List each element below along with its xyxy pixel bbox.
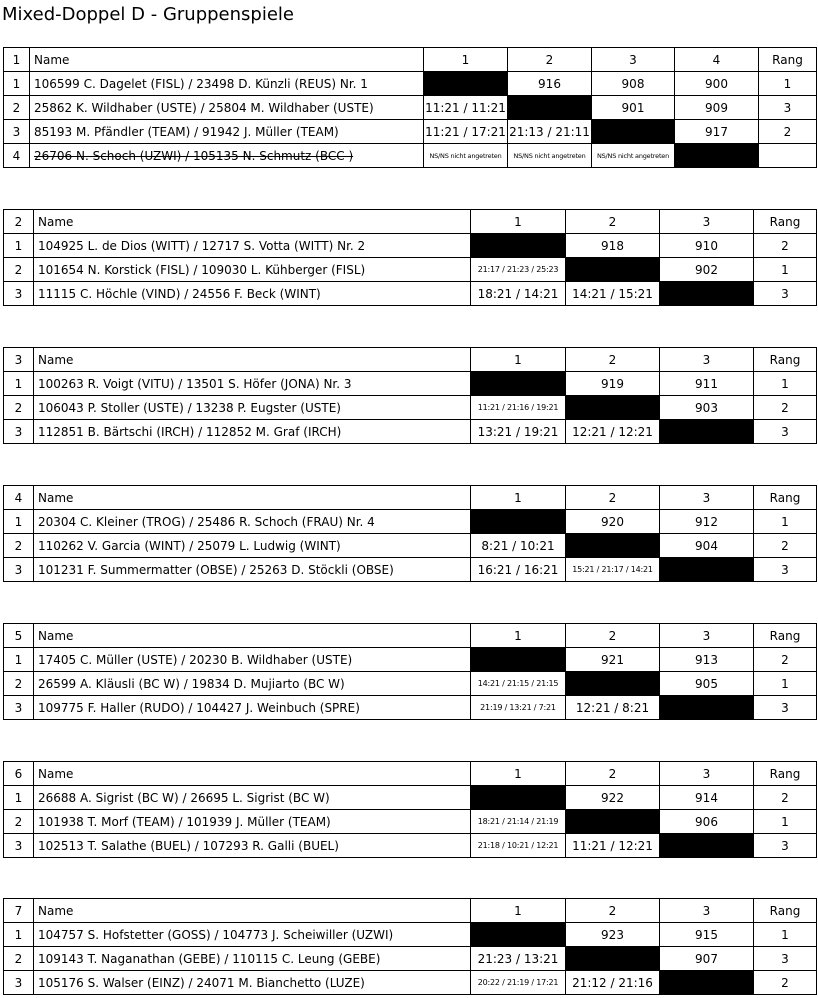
table-header-row: [4, 624, 817, 648]
row-position: 3: [4, 558, 34, 582]
score-cell: 12:21 / 8:21: [566, 696, 660, 720]
self-cell: [660, 834, 754, 858]
group-number: 2: [4, 210, 34, 234]
team-name: 26599 A. Kläusli (BC W) / 19834 D. Mujiarto (BC W): [34, 672, 471, 696]
table-row: [4, 696, 817, 720]
row-position: 1: [4, 234, 34, 258]
table-row: [4, 510, 817, 534]
match-cell: 919: [566, 372, 660, 396]
rank-cell: 3: [754, 834, 817, 858]
rank-cell: 1: [754, 923, 817, 947]
header-name: Name: [34, 762, 471, 786]
match-cell: 902: [660, 258, 754, 282]
header-col-1: 1: [471, 624, 566, 648]
self-cell: [471, 923, 566, 947]
rank-cell: 1: [759, 72, 817, 96]
header-col-2: 2: [566, 210, 660, 234]
team-name: 100263 R. Voigt (VITU) / 13501 S. Höfer (JONA) Nr. 3: [34, 372, 471, 396]
score-cell: NS/NS nicht angetreten: [424, 144, 508, 168]
header-col-4: 4: [675, 48, 759, 72]
table-row: [4, 120, 817, 144]
score-cell: 18:21 / 21:14 / 21:19: [471, 810, 566, 834]
self-cell: [471, 234, 566, 258]
team-name: 110262 V. Garcia (WINT) / 25079 L. Ludwig (WINT): [34, 534, 471, 558]
score-cell: 18:21 / 14:21: [471, 282, 566, 306]
team-name: 85193 M. Pfändler (TEAM) / 91942 J. Müller (TEAM): [30, 120, 424, 144]
group-number: 5: [4, 624, 34, 648]
header-rank: Rang: [754, 624, 817, 648]
team-name: 104925 L. de Dios (WITT) / 12717 S. Votta (WITT) Nr. 2: [34, 234, 471, 258]
withdrawn-name-text: 26706 N. Schoch (UZWI) / 105135 N. Schmutz (BCC ): [34, 148, 354, 163]
team-name: 26688 A. Sigrist (BC W) / 26695 L. Sigrist (BC W): [34, 786, 471, 810]
match-cell: 923: [566, 923, 660, 947]
score-cell: 16:21 / 16:21: [471, 558, 566, 582]
table-row: [4, 144, 817, 168]
team-name: 104757 S. Hofstetter (GOSS) / 104773 J. Scheiwiller (UZWI): [34, 923, 471, 947]
team-name: 106043 P. Stoller (USTE) / 13238 P. Eugster (USTE): [34, 396, 471, 420]
group-table-1: [3, 47, 817, 168]
self-cell: [566, 672, 660, 696]
match-cell: 901: [592, 96, 675, 120]
row-position: 1: [4, 786, 34, 810]
self-cell: [566, 258, 660, 282]
match-cell: 910: [660, 234, 754, 258]
table-row: [4, 672, 817, 696]
table-row: [4, 534, 817, 558]
rank-cell: 3: [754, 947, 817, 971]
row-position: 2: [4, 96, 30, 120]
score-cell: NS/NS nicht angetreten: [592, 144, 675, 168]
match-cell: 912: [660, 510, 754, 534]
group-number: 1: [4, 48, 30, 72]
rank-cell: 1: [754, 672, 817, 696]
rank-cell: 2: [754, 971, 817, 995]
rank-cell: 1: [754, 510, 817, 534]
row-position: 3: [4, 120, 30, 144]
table-header-row: [4, 486, 817, 510]
match-cell: 915: [660, 923, 754, 947]
group-number: 6: [4, 762, 34, 786]
header-col-3: 3: [592, 48, 675, 72]
row-position: 1: [4, 372, 34, 396]
row-position: 2: [4, 810, 34, 834]
header-rank: Rang: [754, 762, 817, 786]
self-cell: [660, 558, 754, 582]
self-cell: [508, 96, 592, 120]
score-cell: 11:21 / 21:16 / 19:21: [471, 396, 566, 420]
table-row: [4, 786, 817, 810]
header-col-2: 2: [566, 486, 660, 510]
self-cell: [566, 534, 660, 558]
rank-cell: 1: [754, 372, 817, 396]
match-cell: 906: [660, 810, 754, 834]
header-name: Name: [34, 899, 471, 923]
row-position: 1: [4, 648, 34, 672]
row-position: 4: [4, 144, 30, 168]
row-position: 3: [4, 420, 34, 444]
header-col-3: 3: [660, 348, 754, 372]
score-cell: NS/NS nicht angetreten: [508, 144, 592, 168]
row-position: 2: [4, 534, 34, 558]
header-col-1: 1: [471, 762, 566, 786]
rank-cell: 1: [754, 258, 817, 282]
match-cell: 904: [660, 534, 754, 558]
self-cell: [566, 810, 660, 834]
self-cell: [471, 372, 566, 396]
rank-cell: 3: [759, 96, 817, 120]
rank-cell: [759, 144, 817, 168]
self-cell: [471, 510, 566, 534]
score-cell: 8:21 / 10:21: [471, 534, 566, 558]
table-row: [4, 648, 817, 672]
group-table-5: [3, 623, 817, 720]
self-cell: [566, 396, 660, 420]
header-col-3: 3: [660, 624, 754, 648]
rank-cell: 2: [754, 648, 817, 672]
match-cell: 922: [566, 786, 660, 810]
rank-cell: 2: [754, 396, 817, 420]
score-cell: 21:17 / 21:23 / 25:23: [471, 258, 566, 282]
row-position: 2: [4, 258, 34, 282]
score-cell: 20:22 / 21:19 / 17:21: [471, 971, 566, 995]
row-position: 3: [4, 834, 34, 858]
group-table-6: [3, 761, 817, 858]
match-cell: 909: [675, 96, 759, 120]
self-cell: [660, 282, 754, 306]
group-number: 4: [4, 486, 34, 510]
team-name: 17405 C. Müller (USTE) / 20230 B. Wildhaber (USTE): [34, 648, 471, 672]
table-row: [4, 396, 817, 420]
table-row: [4, 810, 817, 834]
header-col-2: 2: [508, 48, 592, 72]
match-cell: 907: [660, 947, 754, 971]
self-cell: [660, 971, 754, 995]
row-position: 2: [4, 947, 34, 971]
table-row: [4, 971, 817, 995]
group-number: 7: [4, 899, 34, 923]
table-header-row: [4, 210, 817, 234]
group-number: 3: [4, 348, 34, 372]
header-col-1: 1: [471, 486, 566, 510]
team-name: 112851 B. Bärtschi (IRCH) / 112852 M. Graf (IRCH): [34, 420, 471, 444]
table-row: [4, 372, 817, 396]
header-rank: Rang: [754, 210, 817, 234]
self-cell: [660, 696, 754, 720]
row-position: 3: [4, 282, 34, 306]
group-table-7: [3, 898, 817, 995]
team-name: 20304 C. Kleiner (TROG) / 25486 R. Schoch (FRAU) Nr. 4: [34, 510, 471, 534]
team-name: 11115 C. Höchle (VIND) / 24556 F. Beck (WINT): [34, 282, 471, 306]
score-cell: 11:21 / 17:21: [424, 120, 508, 144]
table-row: [4, 234, 817, 258]
self-cell: [592, 120, 675, 144]
score-cell: 21:18 / 10:21 / 12:21: [471, 834, 566, 858]
match-cell: 914: [660, 786, 754, 810]
self-cell: [471, 648, 566, 672]
rank-cell: 2: [759, 120, 817, 144]
score-cell: 12:21 / 12:21: [566, 420, 660, 444]
team-name: 109775 F. Haller (RUDO) / 104427 J. Weinbuch (SPRE): [34, 696, 471, 720]
score-cell: 14:21 / 21:15 / 21:15: [471, 672, 566, 696]
team-name: 106599 C. Dagelet (FISL) / 23498 D. Künzli (REUS) Nr. 1: [30, 72, 424, 96]
group-table-4: [3, 485, 817, 582]
score-cell: 21:12 / 21:16: [566, 971, 660, 995]
header-col-2: 2: [566, 762, 660, 786]
rank-cell: 2: [754, 786, 817, 810]
match-cell: 921: [566, 648, 660, 672]
rank-cell: 2: [754, 534, 817, 558]
self-cell: [660, 420, 754, 444]
header-name: Name: [30, 48, 424, 72]
table-row: [4, 420, 817, 444]
header-col-3: 3: [660, 899, 754, 923]
header-rank: Rang: [754, 486, 817, 510]
team-name: 109143 T. Naganathan (GEBE) / 110115 C. Leung (GEBE): [34, 947, 471, 971]
match-cell: 905: [660, 672, 754, 696]
table-header-row: [4, 899, 817, 923]
team-name: 101938 T. Morf (TEAM) / 101939 J. Müller (TEAM): [34, 810, 471, 834]
table-header-row: [4, 348, 817, 372]
rank-cell: 3: [754, 420, 817, 444]
match-cell: 903: [660, 396, 754, 420]
page-title: Mixed-Doppel D - Gruppenspiele: [2, 4, 294, 25]
table-row: [4, 834, 817, 858]
group-table-2: [3, 209, 817, 306]
rank-cell: 1: [754, 810, 817, 834]
self-cell: [566, 947, 660, 971]
score-cell: 14:21 / 15:21: [566, 282, 660, 306]
header-col-2: 2: [566, 348, 660, 372]
table-row: [4, 558, 817, 582]
header-col-2: 2: [566, 624, 660, 648]
table-header-row: [4, 762, 817, 786]
score-cell: 21:23 / 13:21: [471, 947, 566, 971]
row-position: 1: [4, 510, 34, 534]
team-name: 102513 T. Salathe (BUEL) / 107293 R. Galli (BUEL): [34, 834, 471, 858]
table-row: [4, 96, 817, 120]
table-row: [4, 923, 817, 947]
table-header-row: [4, 48, 817, 72]
score-cell: 15:21 / 21:17 / 14:21: [566, 558, 660, 582]
row-position: 1: [4, 72, 30, 96]
group-table-3: [3, 347, 817, 444]
score-cell: 13:21 / 19:21: [471, 420, 566, 444]
match-cell: 900: [675, 72, 759, 96]
header-col-1: 1: [471, 348, 566, 372]
header-rank: Rang: [754, 899, 817, 923]
header-col-2: 2: [566, 899, 660, 923]
row-position: 3: [4, 971, 34, 995]
header-col-1: 1: [471, 210, 566, 234]
rank-cell: 2: [754, 234, 817, 258]
header-col-3: 3: [660, 486, 754, 510]
row-position: 3: [4, 696, 34, 720]
self-cell: [471, 786, 566, 810]
header-rank: Rang: [754, 348, 817, 372]
table-row: [4, 72, 817, 96]
team-name: 101654 N. Korstick (FISL) / 109030 L. Kühberger (FISL): [34, 258, 471, 282]
header-rank: Rang: [759, 48, 817, 72]
self-cell: [424, 72, 508, 96]
match-cell: 916: [508, 72, 592, 96]
table-row: [4, 282, 817, 306]
rank-cell: 3: [754, 558, 817, 582]
team-name: 25862 K. Wildhaber (USTE) / 25804 M. Wildhaber (USTE): [30, 96, 424, 120]
match-cell: 918: [566, 234, 660, 258]
rank-cell: 3: [754, 282, 817, 306]
row-position: 2: [4, 396, 34, 420]
match-cell: 908: [592, 72, 675, 96]
header-col-3: 3: [660, 762, 754, 786]
team-name: 105176 S. Walser (EINZ) / 24071 M. Bianchetto (LUZE): [34, 971, 471, 995]
team-name-withdrawn: [30, 144, 424, 168]
header-name: Name: [34, 624, 471, 648]
row-position: 2: [4, 672, 34, 696]
team-name: 101231 F. Summermatter (OBSE) / 25263 D. Stöckli (OBSE): [34, 558, 471, 582]
match-cell: 917: [675, 120, 759, 144]
match-cell: 911: [660, 372, 754, 396]
header-name: Name: [34, 486, 471, 510]
score-cell: 11:21 / 11:21: [424, 96, 508, 120]
score-cell: 11:21 / 12:21: [566, 834, 660, 858]
match-cell: 913: [660, 648, 754, 672]
score-cell: 21:13 / 21:11: [508, 120, 592, 144]
row-position: 1: [4, 923, 34, 947]
table-row: [4, 947, 817, 971]
score-cell: 21:19 / 13:21 / 7:21: [471, 696, 566, 720]
header-name: Name: [34, 210, 471, 234]
table-row: [4, 258, 817, 282]
self-cell: [675, 144, 759, 168]
header-name: Name: [34, 348, 471, 372]
header-col-1: 1: [424, 48, 508, 72]
match-cell: 920: [566, 510, 660, 534]
header-col-3: 3: [660, 210, 754, 234]
rank-cell: 3: [754, 696, 817, 720]
header-col-1: 1: [471, 899, 566, 923]
